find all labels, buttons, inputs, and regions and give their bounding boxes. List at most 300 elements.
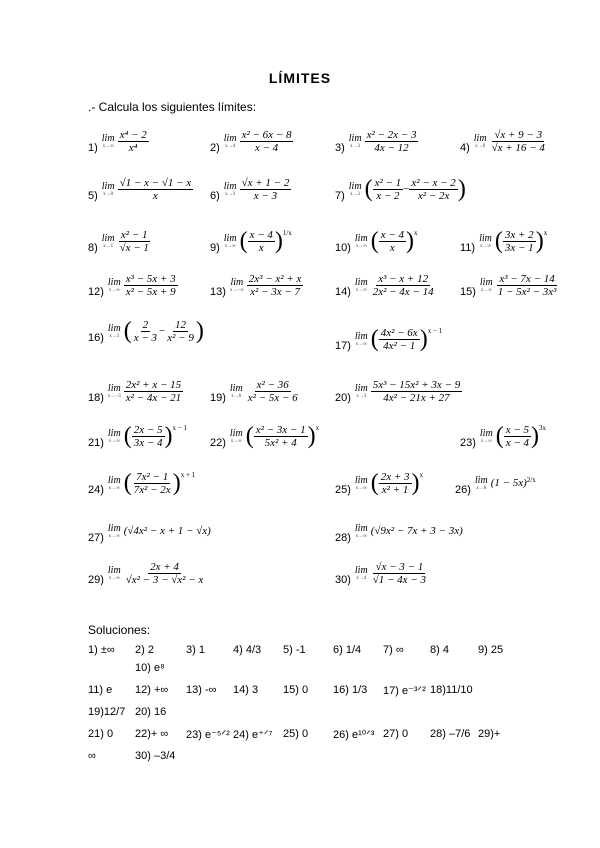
fraction — [124, 379, 183, 404]
denominator: x — [152, 189, 158, 202]
problem-number: 19) — [210, 392, 226, 404]
math-expression — [108, 273, 178, 298]
problem-number: 7) — [335, 190, 345, 202]
problem-number: 29) — [88, 574, 104, 586]
problem-19 — [210, 378, 300, 404]
fraction — [118, 129, 149, 154]
fraction — [496, 273, 559, 298]
left-paren: ( — [123, 470, 132, 496]
lim-subscript: x→∞ — [108, 533, 120, 539]
problem-number: 22) — [210, 437, 226, 449]
denominator: x − 2 — [376, 189, 400, 202]
fraction — [124, 561, 206, 586]
denominator: 5x² + 4 — [264, 436, 297, 449]
right-paren: ) — [406, 228, 414, 254]
problem-25 — [335, 470, 423, 496]
lim-subscript: x→∞ — [355, 287, 367, 293]
denominator: x² − 2x — [417, 189, 450, 202]
solution-item: 12) +∞ — [135, 684, 169, 696]
problem-number: 26) — [455, 484, 471, 496]
lim-subscript: x→−3 — [107, 393, 121, 399]
solution-item: 23) e⁻⁵ᐟ² — [186, 729, 230, 741]
lim-subscript: x→2 — [350, 191, 361, 197]
problem-2 — [210, 128, 293, 154]
problem-27 — [88, 518, 211, 544]
problem-4 — [460, 128, 547, 154]
problem-12 — [88, 272, 178, 298]
denominator: 3x − 4 — [133, 436, 163, 449]
fraction — [379, 327, 420, 352]
fraction — [371, 561, 428, 586]
math-expression — [224, 177, 292, 202]
expression-body: (√9x² − 7x + 3 − 3x) — [370, 525, 463, 537]
math-expression — [480, 273, 559, 298]
solution-item: 10) e⁸ — [135, 662, 165, 674]
problem-15 — [460, 272, 558, 298]
math-expression — [108, 424, 187, 449]
problem-29 — [88, 560, 205, 586]
lim-word: lim — [479, 427, 493, 439]
problem-number: 5) — [88, 190, 98, 202]
lim-subscript: x→3 — [356, 393, 367, 399]
denominator: 3x − 1 — [504, 241, 534, 254]
numerator: x³ − 7x − 14 — [499, 272, 555, 285]
solution-item: 7) ∞ — [383, 644, 404, 656]
lim-subscript: x→∞ — [355, 533, 367, 539]
problem-number: 25) — [335, 484, 351, 496]
problem-number: 20) — [335, 392, 351, 404]
problem-1 — [88, 128, 149, 154]
fraction — [240, 129, 294, 154]
fraction — [118, 177, 194, 202]
numerator: 2x³ − x² + x — [248, 272, 302, 285]
right-paren: ) — [535, 228, 544, 254]
solution-item: 22)+ ∞ — [135, 728, 169, 740]
lim-word: lim — [354, 474, 368, 486]
numerator: 3x + 2 — [504, 228, 534, 241]
numerator: 2x² + x − 15 — [125, 378, 182, 391]
fraction — [365, 129, 419, 154]
lim-word: lim — [101, 232, 115, 244]
lim-word: lim — [223, 180, 237, 192]
lim-subscript: x→∞ — [108, 438, 120, 444]
limit-operator — [480, 429, 493, 444]
problem-number: 11) — [460, 242, 476, 254]
numerator: 2x + 4 — [150, 560, 179, 573]
right-paren: ) — [457, 176, 466, 202]
fraction — [371, 273, 436, 298]
solutions-heading: Soluciones: — [88, 623, 151, 637]
limit-operator — [102, 134, 115, 149]
lim-word: lim — [354, 276, 368, 288]
fraction — [409, 177, 457, 202]
exponent: x — [419, 470, 423, 479]
problem-number: 17) — [335, 340, 351, 352]
math-expression — [349, 177, 466, 202]
lim-word: lim — [229, 382, 243, 394]
limit-operator — [474, 134, 487, 149]
solution-item: 3) 1 — [186, 644, 205, 656]
math-expression — [355, 229, 418, 254]
solution-item: 29)+ — [478, 728, 501, 740]
solution-item: 11) e — [88, 684, 113, 696]
problem-14 — [335, 272, 436, 298]
math-expression — [355, 273, 436, 298]
lim-word: lim — [348, 180, 362, 192]
lim-word: lim — [107, 276, 121, 288]
math-expression — [355, 561, 428, 586]
limit-operator — [108, 566, 121, 581]
problem-number: 3) — [335, 142, 345, 154]
right-paren: ) — [164, 423, 173, 449]
problem-9 — [210, 228, 292, 254]
denominator: x² − 5x − 6 — [247, 391, 298, 404]
denominator: x — [258, 241, 264, 254]
problem-22 — [210, 423, 319, 449]
numerator: x² − 6x − 8 — [241, 128, 292, 141]
limit-operator — [108, 429, 121, 444]
lim-subscript: x→∞ — [480, 438, 492, 444]
math-expression — [480, 424, 546, 449]
numerator: x² − 1 — [120, 228, 148, 241]
lim-word: lim — [101, 180, 115, 192]
solution-item: 27) 0 — [383, 728, 409, 740]
left-paren: ( — [123, 318, 132, 344]
lim-word: lim — [473, 132, 487, 144]
left-paren: ( — [245, 423, 254, 449]
math-expression — [230, 424, 319, 449]
math-expression — [108, 319, 204, 344]
problem-number: 13) — [210, 286, 226, 298]
numerator: √x − 3 − 1 — [375, 560, 424, 573]
solution-item: ∞ — [88, 750, 96, 762]
solution-item: 21) 0 — [88, 728, 114, 740]
fraction — [124, 273, 178, 298]
fraction — [165, 319, 196, 344]
lim-subscript: x→∞ — [355, 341, 367, 347]
math-expression — [475, 476, 536, 491]
lim-word: lim — [107, 522, 121, 534]
math-expression — [474, 129, 547, 154]
problem-number: 21) — [88, 437, 104, 449]
solution-item: 17) e⁻³ᐟ² — [383, 685, 426, 697]
left-paren: ( — [495, 423, 504, 449]
math-expression — [108, 561, 205, 586]
solution-item: 4) 4/3 — [233, 644, 262, 656]
lim-subscript: x→∞ — [102, 143, 114, 149]
fraction — [240, 177, 292, 202]
expression-body: (1 − 5x) — [490, 477, 527, 489]
lim-word: lim — [354, 522, 368, 534]
limit-operator — [479, 234, 492, 249]
lim-word: lim — [107, 322, 121, 334]
lim-subscript: x→4 — [225, 143, 236, 149]
lim-word: lim — [474, 474, 488, 486]
solution-item: 15) 0 — [283, 684, 309, 696]
lim-word: lim — [354, 330, 368, 342]
numerator: x² − 2x − 3 — [366, 128, 417, 141]
left-paren: ( — [494, 228, 503, 254]
numerator: x − 4 — [380, 228, 404, 241]
denominator: 4x² − 21x + 27 — [383, 391, 450, 404]
math-expression — [355, 327, 442, 352]
math-expression — [479, 229, 547, 254]
limit-operator — [349, 182, 362, 197]
exponent: 2/x — [526, 475, 536, 484]
lim-subscript: x→∞ — [108, 575, 120, 581]
problem-number: 28) — [335, 532, 351, 544]
numerator: 5x³ − 15x² + 3x − 9 — [372, 378, 461, 391]
problem-number: 10) — [335, 242, 351, 254]
fraction — [118, 229, 151, 254]
denominator: √x − 1 — [119, 241, 149, 254]
solution-item: 9) 25 — [478, 644, 504, 656]
lim-word: lim — [223, 232, 237, 244]
lim-subscript: x→∞ — [108, 485, 120, 491]
problem-16 — [88, 318, 204, 344]
fraction — [248, 229, 275, 254]
lim-subscript: x→∞ — [479, 243, 492, 249]
math-expression — [355, 471, 423, 496]
problem-number: 9) — [210, 242, 220, 254]
fraction — [379, 471, 412, 496]
minus-sign: − — [403, 183, 410, 195]
problem-28 — [335, 518, 463, 544]
exponent: x + 1 — [180, 470, 196, 479]
numerator: x³ − 5x + 3 — [125, 272, 176, 285]
lim-subscript: x→3 — [350, 143, 361, 149]
page-title: LÍMITES — [268, 70, 332, 86]
problem-number: 15) — [460, 286, 476, 298]
denominator: x² + 1 — [381, 483, 409, 496]
limit-operator — [108, 324, 121, 339]
limit-operator — [224, 182, 237, 197]
lim-subscript: x→6 — [231, 393, 242, 399]
math-expression — [224, 129, 294, 154]
denominator: √x + 16 − 4 — [491, 141, 545, 154]
denominator: 4x − 12 — [374, 141, 409, 154]
lim-subscript: x→∞ — [480, 287, 492, 293]
problem-11 — [460, 228, 547, 254]
solution-item: 16) 1/3 — [333, 684, 368, 696]
math-expression — [230, 273, 303, 298]
problem-number: 14) — [335, 286, 351, 298]
numerator: x − 4 — [249, 228, 273, 241]
lim-word: lim — [479, 232, 492, 244]
fraction — [132, 471, 173, 496]
denominator: x − 4 — [254, 141, 279, 154]
numerator: √x + 1 − 2 — [241, 176, 290, 189]
limit-operator — [102, 234, 115, 249]
limit-operator — [480, 278, 493, 293]
problem-number: 4) — [460, 142, 470, 154]
lim-word: lim — [223, 132, 237, 144]
lim-subscript: x→3 — [109, 333, 120, 339]
numerator: x² − 36 — [256, 378, 289, 391]
lim-word: lim — [479, 276, 493, 288]
lim-subscript: x→0 — [476, 485, 487, 491]
limit-operator — [355, 476, 368, 491]
lim-subscript: x→4 — [356, 575, 367, 581]
numerator: √1 − x − √1 − x — [119, 176, 192, 189]
denominator: x — [389, 241, 395, 254]
problem-number: 18) — [88, 392, 104, 404]
expression-body: (√4x² − x + 1 − √x) — [123, 525, 211, 537]
solution-item: 30) –3/4 — [135, 750, 176, 762]
problem-number: 24) — [88, 484, 104, 496]
denominator: x − 3 — [253, 189, 278, 202]
lim-subscript: x→0 — [475, 143, 486, 149]
lim-subscript: x→3 — [225, 191, 236, 197]
exponent: x — [543, 228, 548, 237]
lim-subscript: x→∞ — [108, 287, 120, 293]
exponent: 3x — [539, 423, 546, 432]
limit-operator — [475, 476, 488, 491]
denominator: 4x² − 1 — [383, 339, 416, 352]
problem-number: 12) — [88, 286, 104, 298]
denominator: x² − 5x + 9 — [125, 285, 176, 298]
numerator: x − 5 — [505, 423, 529, 436]
exponent: 1/x — [282, 228, 292, 237]
numerator: 7x² − 1 — [136, 470, 169, 483]
lim-word: lim — [107, 474, 121, 486]
lim-word: lim — [101, 132, 115, 144]
lim-word: lim — [229, 427, 243, 439]
numerator: 2x + 3 — [380, 470, 410, 483]
problem-number: 23) — [460, 437, 476, 449]
exponent: x — [315, 423, 320, 432]
fraction — [504, 424, 531, 449]
numerator: x² − x − 2 — [411, 176, 456, 189]
math-expression — [224, 229, 292, 254]
problem-21 — [88, 423, 187, 449]
solution-item: 19)12/7 — [88, 706, 126, 718]
solution-item: 8) 4 — [430, 644, 449, 656]
fraction — [373, 177, 404, 202]
solution-item: 5) -1 — [283, 644, 306, 656]
solution-item: 20) 16 — [135, 706, 167, 718]
left-paren: ( — [123, 423, 132, 449]
limit-operator — [108, 278, 121, 293]
numerator: x² − 1 — [374, 176, 402, 189]
limit-operator — [108, 384, 121, 399]
fraction — [254, 424, 308, 449]
denominator: √x² − 3 − √x² − x — [125, 573, 204, 586]
problem-3 — [335, 128, 418, 154]
problem-30 — [335, 560, 428, 586]
denominator: x⁴ — [128, 141, 138, 154]
denominator: 7x² − 2x — [133, 483, 171, 496]
limit-operator — [230, 429, 243, 444]
math-expression — [102, 177, 193, 202]
left-paren: ( — [370, 228, 379, 254]
limit-operator — [355, 566, 368, 581]
problem-number: 30) — [335, 574, 351, 586]
numerator: √x + 9 − 3 — [494, 128, 543, 141]
problem-5 — [88, 176, 193, 202]
lim-word: lim — [354, 564, 368, 576]
lim-word: lim — [348, 132, 362, 144]
lim-word: lim — [107, 427, 121, 439]
numerator: 2x − 5 — [133, 423, 163, 436]
fraction — [132, 319, 159, 344]
left-paren: ( — [370, 470, 379, 496]
minus-sign: − — [159, 325, 166, 337]
problem-23 — [460, 423, 546, 449]
solution-item: 28) –7/6 — [430, 728, 471, 740]
right-paren: ) — [411, 470, 420, 496]
right-paren: ) — [195, 318, 204, 344]
problem-number: 6) — [210, 190, 220, 202]
limit-operator — [355, 332, 368, 347]
problem-number: 16) — [88, 332, 104, 344]
limit-operator — [224, 134, 237, 149]
denominator: x² − 3x − 7 — [250, 285, 301, 298]
numerator: x⁴ − 2 — [119, 128, 147, 141]
lim-subscript: x→∞ — [355, 243, 367, 249]
problem-6 — [210, 176, 291, 202]
fraction — [246, 379, 300, 404]
math-expression — [108, 524, 211, 539]
right-paren: ) — [531, 423, 539, 449]
fraction — [503, 229, 536, 254]
limit-operator — [108, 524, 121, 539]
math-expression — [108, 471, 195, 496]
denominator: x − 3 — [133, 331, 157, 344]
lim-subscript: x→∞ — [224, 243, 236, 249]
problem-number: 27) — [88, 532, 104, 544]
right-paren: ) — [307, 423, 316, 449]
lim-subscript: x→0 — [103, 191, 114, 197]
solution-item: 1) ±∞ — [88, 644, 115, 656]
fraction — [490, 129, 547, 154]
fraction — [379, 229, 406, 254]
limit-operator — [102, 182, 115, 197]
problem-7 — [335, 176, 466, 202]
lim-word: lim — [354, 382, 368, 394]
limit-operator — [230, 278, 244, 293]
denominator: √1 − 4x − 3 — [372, 573, 426, 586]
denominator: 2x² − 4x − 14 — [372, 285, 434, 298]
numerator: 2 — [142, 318, 149, 331]
exponent: x − 1 — [427, 326, 443, 335]
solution-item: 14) 3 — [233, 684, 259, 696]
solution-item: 13) -∞ — [186, 684, 217, 696]
math-expression — [102, 129, 149, 154]
limit-operator — [224, 234, 237, 249]
problem-13 — [210, 272, 303, 298]
math-expression — [355, 524, 463, 539]
denominator: 1 − 5x² − 3x³ — [497, 285, 557, 298]
problem-8 — [88, 228, 151, 254]
solution-item: 6) 1/4 — [333, 644, 362, 656]
solution-item: 2) 2 — [135, 644, 154, 656]
math-expression — [102, 229, 151, 254]
math-expression — [349, 129, 419, 154]
limit-operator — [355, 234, 368, 249]
exponent: x — [414, 228, 418, 237]
fraction — [247, 273, 304, 298]
instruction: .- Calcula los siguientes límites: — [88, 100, 257, 114]
problem-20 — [335, 378, 462, 404]
right-paren: ) — [419, 326, 428, 352]
lim-word: lim — [230, 276, 244, 288]
limit-operator — [230, 384, 243, 399]
lim-subscript: x→1 — [103, 243, 114, 249]
solution-item: 25) 0 — [283, 728, 309, 740]
numerator: x² − 3x − 1 — [255, 423, 306, 436]
left-paren: ( — [370, 326, 379, 352]
